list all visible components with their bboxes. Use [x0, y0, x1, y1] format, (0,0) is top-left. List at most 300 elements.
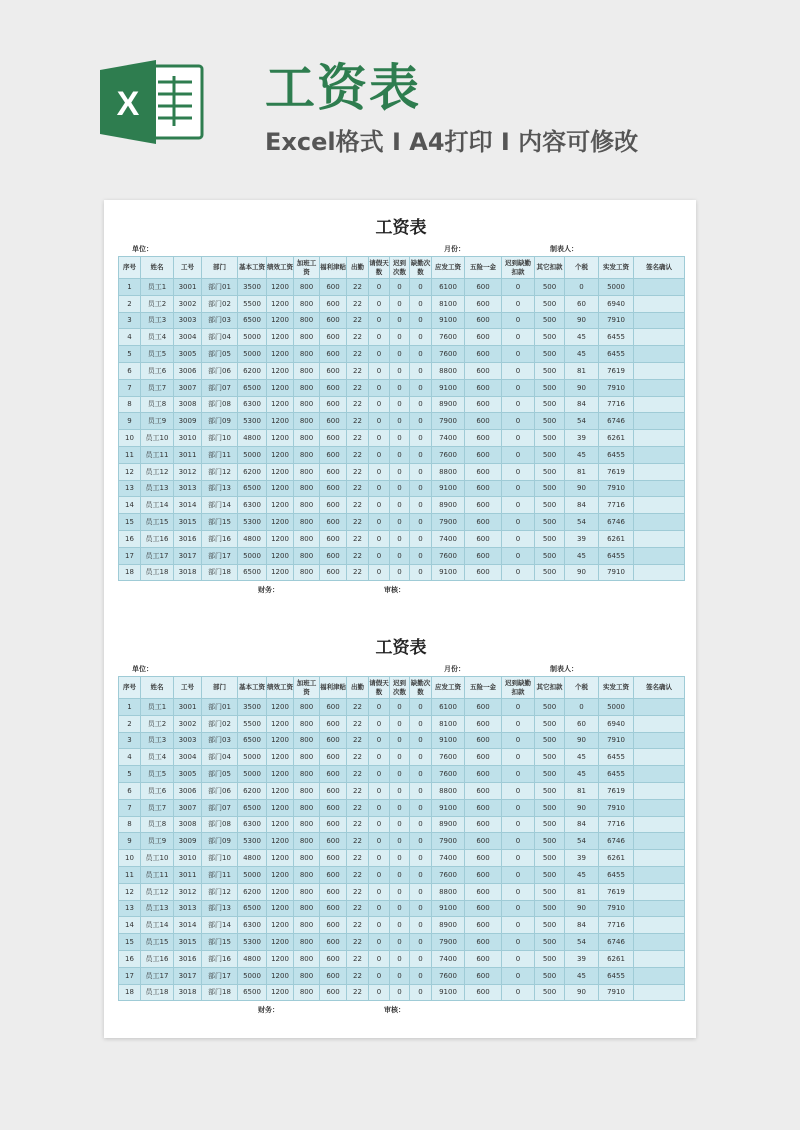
- table-cell: 8100: [432, 295, 465, 312]
- table-cell: 6500: [238, 379, 267, 396]
- sheet-meta: [118, 242, 684, 256]
- table-cell: 3002: [174, 295, 202, 312]
- table-cell: 800: [294, 934, 320, 951]
- table-cell: 22: [347, 396, 369, 413]
- table-cell: 1200: [267, 715, 294, 732]
- table-cell: 600: [320, 497, 347, 514]
- table-cell: 1200: [267, 312, 294, 329]
- sheet-footer: [118, 581, 684, 597]
- table-cell: 600: [320, 699, 347, 716]
- table-row: [119, 715, 685, 732]
- table-cell: 0: [502, 967, 535, 984]
- table-cell: 0: [502, 732, 535, 749]
- table-cell: 0: [410, 530, 432, 547]
- table-cell: 7600: [432, 329, 465, 346]
- table-cell: 0: [369, 715, 390, 732]
- table-cell: [634, 883, 685, 900]
- hero-subtitle: Excel格式 I A4打印 I 内容可修改: [265, 128, 639, 156]
- table-cell: 0: [410, 362, 432, 379]
- table-row: [119, 480, 685, 497]
- table-cell: 员工5: [141, 766, 174, 783]
- table-cell: 0: [410, 732, 432, 749]
- table-cell: 员工2: [141, 715, 174, 732]
- table-cell: 22: [347, 766, 369, 783]
- table-cell: 6455: [599, 446, 634, 463]
- table-cell: 800: [294, 900, 320, 917]
- table-cell: 1200: [267, 446, 294, 463]
- table-cell: 600: [320, 782, 347, 799]
- table-cell: 8: [119, 816, 141, 833]
- table-cell: 7400: [432, 430, 465, 447]
- table-cell: 员工1: [141, 699, 174, 716]
- table-cell: 5500: [238, 715, 267, 732]
- column-header: 缺勤次数: [410, 257, 432, 279]
- column-header: 加班工资: [294, 677, 320, 699]
- table-cell: 800: [294, 346, 320, 363]
- table-cell: 39: [565, 850, 599, 867]
- table-cell: 22: [347, 497, 369, 514]
- table-cell: 6100: [432, 699, 465, 716]
- table-cell: 6261: [599, 850, 634, 867]
- table-cell: 600: [465, 430, 502, 447]
- table-cell: 0: [410, 900, 432, 917]
- table-cell: [634, 934, 685, 951]
- table-cell: 10: [119, 430, 141, 447]
- table-cell: 22: [347, 430, 369, 447]
- table-cell: 1200: [267, 346, 294, 363]
- table-cell: 54: [565, 934, 599, 951]
- column-header: 工号: [174, 257, 202, 279]
- table-cell: 0: [502, 530, 535, 547]
- table-row: [119, 362, 685, 379]
- table-cell: 0: [369, 917, 390, 934]
- table-cell: 600: [465, 329, 502, 346]
- table-cell: 6200: [238, 883, 267, 900]
- table-cell: 员工13: [141, 480, 174, 497]
- table-cell: 800: [294, 463, 320, 480]
- table-cell: 员工5: [141, 346, 174, 363]
- table-row: [119, 564, 685, 581]
- table-cell: 0: [390, 446, 410, 463]
- table-cell: 500: [535, 967, 565, 984]
- table-cell: 0: [369, 379, 390, 396]
- table-cell: 11: [119, 446, 141, 463]
- table-row: [119, 530, 685, 547]
- table-cell: 3010: [174, 430, 202, 447]
- table-cell: 部门18: [202, 564, 238, 581]
- table-cell: 0: [565, 699, 599, 716]
- table-cell: 84: [565, 396, 599, 413]
- table-cell: 0: [369, 934, 390, 951]
- table-cell: 1200: [267, 749, 294, 766]
- table-cell: 0: [369, 463, 390, 480]
- table-cell: 15: [119, 514, 141, 531]
- table-cell: 6300: [238, 497, 267, 514]
- table-cell: 22: [347, 530, 369, 547]
- table-cell: 800: [294, 312, 320, 329]
- table-cell: 600: [320, 514, 347, 531]
- table-cell: 0: [390, 396, 410, 413]
- table-cell: 0: [502, 850, 535, 867]
- table-cell: 22: [347, 715, 369, 732]
- table-cell: 部门05: [202, 766, 238, 783]
- table-cell: 800: [294, 396, 320, 413]
- audit-label: 审核：: [384, 586, 405, 595]
- table-cell: 0: [369, 766, 390, 783]
- table-cell: 600: [465, 799, 502, 816]
- table-cell: 22: [347, 934, 369, 951]
- table-cell: 600: [465, 413, 502, 430]
- table-cell: 8900: [432, 396, 465, 413]
- table-cell: 员工4: [141, 329, 174, 346]
- table-cell: 部门10: [202, 850, 238, 867]
- table-cell: 部门16: [202, 530, 238, 547]
- table-cell: 4800: [238, 530, 267, 547]
- table-row: [119, 950, 685, 967]
- table-cell: 员工11: [141, 866, 174, 883]
- table-cell: 22: [347, 312, 369, 329]
- table-cell: 5300: [238, 413, 267, 430]
- table-cell: [634, 850, 685, 867]
- table-cell: 800: [294, 850, 320, 867]
- table-cell: 0: [502, 446, 535, 463]
- table-cell: 部门17: [202, 547, 238, 564]
- table-cell: 员工3: [141, 312, 174, 329]
- table-cell: 1200: [267, 279, 294, 296]
- table-cell: 0: [410, 715, 432, 732]
- table-cell: 90: [565, 900, 599, 917]
- table-cell: 800: [294, 480, 320, 497]
- table-cell: 6261: [599, 950, 634, 967]
- table-cell: 1200: [267, 514, 294, 531]
- table-cell: 3013: [174, 900, 202, 917]
- table-cell: 17: [119, 547, 141, 564]
- salary-table: [118, 676, 685, 1001]
- table-cell: 600: [320, 312, 347, 329]
- table-cell: 6455: [599, 329, 634, 346]
- table-cell: 5: [119, 766, 141, 783]
- maker-label: 制表人：: [550, 665, 578, 673]
- table-cell: 0: [369, 950, 390, 967]
- table-cell: 54: [565, 833, 599, 850]
- table-cell: 6746: [599, 413, 634, 430]
- table-cell: 84: [565, 816, 599, 833]
- table-cell: 6455: [599, 766, 634, 783]
- table-cell: 600: [465, 833, 502, 850]
- table-cell: 0: [390, 984, 410, 1001]
- table-cell: 0: [410, 396, 432, 413]
- table-cell: 2: [119, 295, 141, 312]
- table-cell: 员工8: [141, 396, 174, 413]
- table-cell: 0: [502, 312, 535, 329]
- table-cell: 600: [320, 396, 347, 413]
- table-cell: 22: [347, 950, 369, 967]
- table-cell: 部门07: [202, 379, 238, 396]
- table-cell: [634, 917, 685, 934]
- table-cell: 1200: [267, 816, 294, 833]
- table-cell: 600: [465, 950, 502, 967]
- table-cell: 1200: [267, 396, 294, 413]
- table-cell: 800: [294, 866, 320, 883]
- table-cell: 部门02: [202, 295, 238, 312]
- table-cell: 6455: [599, 749, 634, 766]
- table-cell: 1200: [267, 547, 294, 564]
- table-cell: 0: [369, 866, 390, 883]
- table-cell: 800: [294, 766, 320, 783]
- table-row: [119, 934, 685, 951]
- table-cell: 3005: [174, 346, 202, 363]
- table-cell: [634, 329, 685, 346]
- column-header: 五险一金: [465, 677, 502, 699]
- hero-banner: [0, 0, 800, 200]
- table-cell: 部门08: [202, 396, 238, 413]
- column-header: 缺勤次数: [410, 677, 432, 699]
- table-row: [119, 833, 685, 850]
- table-cell: 0: [410, 816, 432, 833]
- table-cell: 6455: [599, 346, 634, 363]
- table-row: [119, 514, 685, 531]
- table-cell: 0: [410, 699, 432, 716]
- table-cell: 0: [390, 295, 410, 312]
- table-cell: 500: [535, 446, 565, 463]
- table-cell: 0: [369, 547, 390, 564]
- table-cell: 员工9: [141, 833, 174, 850]
- table-cell: 5300: [238, 514, 267, 531]
- table-cell: [634, 799, 685, 816]
- table-cell: 0: [369, 732, 390, 749]
- table-cell: 5300: [238, 833, 267, 850]
- table-cell: 39: [565, 530, 599, 547]
- table-cell: 600: [465, 850, 502, 867]
- table-cell: 1200: [267, 732, 294, 749]
- table-cell: 5000: [599, 699, 634, 716]
- table-cell: 7900: [432, 413, 465, 430]
- table-row: [119, 312, 685, 329]
- table-row: [119, 430, 685, 447]
- table-cell: 0: [369, 514, 390, 531]
- finance-label: 财务：: [258, 1006, 279, 1015]
- table-cell: 1200: [267, 413, 294, 430]
- table-cell: 0: [390, 480, 410, 497]
- table-cell: [634, 900, 685, 917]
- table-cell: 0: [369, 816, 390, 833]
- table-cell: 0: [410, 766, 432, 783]
- table-cell: 500: [535, 312, 565, 329]
- table-cell: 0: [410, 950, 432, 967]
- table-cell: 部门14: [202, 917, 238, 934]
- table-cell: 9100: [432, 564, 465, 581]
- table-cell: 0: [390, 463, 410, 480]
- table-cell: 员工4: [141, 749, 174, 766]
- table-cell: 500: [535, 732, 565, 749]
- table-cell: 54: [565, 413, 599, 430]
- table-cell: 22: [347, 749, 369, 766]
- table-cell: 员工7: [141, 379, 174, 396]
- table-cell: 600: [320, 850, 347, 867]
- table-cell: 0: [369, 346, 390, 363]
- table-cell: 5000: [599, 279, 634, 296]
- table-row: [119, 816, 685, 833]
- table-cell: 60: [565, 715, 599, 732]
- table-cell: 600: [465, 782, 502, 799]
- table-cell: 6500: [238, 312, 267, 329]
- table-row: [119, 900, 685, 917]
- table-cell: 45: [565, 329, 599, 346]
- table-cell: 0: [369, 295, 390, 312]
- column-header: 绩效工资: [267, 677, 294, 699]
- table-row: [119, 547, 685, 564]
- table-cell: 3013: [174, 480, 202, 497]
- table-cell: 部门03: [202, 312, 238, 329]
- table-cell: 800: [294, 732, 320, 749]
- table-cell: 部门07: [202, 799, 238, 816]
- table-cell: 18: [119, 984, 141, 1001]
- table-cell: 600: [320, 480, 347, 497]
- table-cell: 1: [119, 279, 141, 296]
- table-cell: 600: [320, 346, 347, 363]
- table-cell: 3500: [238, 279, 267, 296]
- table-cell: 600: [320, 564, 347, 581]
- table-cell: 600: [465, 934, 502, 951]
- table-cell: 22: [347, 699, 369, 716]
- table-cell: 800: [294, 816, 320, 833]
- table-cell: 6: [119, 362, 141, 379]
- table-cell: 部门13: [202, 480, 238, 497]
- table-row: [119, 766, 685, 783]
- table-cell: 员工15: [141, 934, 174, 951]
- table-cell: 3001: [174, 279, 202, 296]
- table-cell: 0: [502, 379, 535, 396]
- table-cell: 600: [465, 715, 502, 732]
- table-cell: 600: [320, 917, 347, 934]
- table-cell: 22: [347, 346, 369, 363]
- table-row: [119, 866, 685, 883]
- table-cell: 22: [347, 984, 369, 1001]
- table-cell: 600: [465, 312, 502, 329]
- document-page: [104, 200, 696, 1038]
- table-cell: 500: [535, 564, 565, 581]
- table-row: [119, 295, 685, 312]
- table-cell: 员工8: [141, 816, 174, 833]
- table-cell: 0: [390, 530, 410, 547]
- table-cell: [634, 564, 685, 581]
- table-cell: 员工12: [141, 883, 174, 900]
- table-cell: [634, 446, 685, 463]
- table-cell: 6500: [238, 564, 267, 581]
- table-cell: 3004: [174, 749, 202, 766]
- table-cell: 3012: [174, 883, 202, 900]
- table-cell: 1200: [267, 883, 294, 900]
- table-cell: 3009: [174, 833, 202, 850]
- table-cell: 0: [369, 984, 390, 1001]
- table-cell: 3014: [174, 497, 202, 514]
- table-cell: 600: [320, 900, 347, 917]
- table-cell: 60: [565, 295, 599, 312]
- table-cell: 500: [535, 346, 565, 363]
- table-cell: 0: [502, 799, 535, 816]
- table-cell: 600: [320, 329, 347, 346]
- table-cell: 500: [535, 934, 565, 951]
- table-cell: 7400: [432, 950, 465, 967]
- table-cell: 22: [347, 413, 369, 430]
- table-cell: 600: [320, 295, 347, 312]
- table-row: [119, 329, 685, 346]
- table-cell: 500: [535, 799, 565, 816]
- table-cell: 6500: [238, 732, 267, 749]
- table-cell: 14: [119, 917, 141, 934]
- salary-sheet: [118, 634, 684, 1017]
- table-cell: 7716: [599, 497, 634, 514]
- table-cell: 6746: [599, 934, 634, 951]
- table-cell: 6455: [599, 866, 634, 883]
- table-cell: 90: [565, 480, 599, 497]
- table-cell: 3003: [174, 312, 202, 329]
- table-row: [119, 732, 685, 749]
- table-cell: 500: [535, 766, 565, 783]
- table-cell: 600: [320, 967, 347, 984]
- table-cell: 0: [369, 312, 390, 329]
- table-cell: 1200: [267, 295, 294, 312]
- table-cell: 0: [390, 816, 410, 833]
- table-cell: 0: [390, 715, 410, 732]
- table-cell: 0: [502, 295, 535, 312]
- table-cell: 600: [465, 984, 502, 1001]
- table-cell: 0: [369, 430, 390, 447]
- table-cell: 部门12: [202, 463, 238, 480]
- table-cell: 0: [390, 564, 410, 581]
- table-cell: 22: [347, 480, 369, 497]
- table-cell: 7910: [599, 379, 634, 396]
- table-cell: 0: [390, 346, 410, 363]
- table-cell: 9100: [432, 984, 465, 1001]
- table-cell: 1200: [267, 463, 294, 480]
- column-header: 应发工资: [432, 677, 465, 699]
- table-cell: 部门15: [202, 514, 238, 531]
- table-cell: 员工1: [141, 279, 174, 296]
- table-cell: 员工18: [141, 984, 174, 1001]
- table-cell: 600: [465, 766, 502, 783]
- table-cell: 22: [347, 850, 369, 867]
- table-cell: 0: [410, 514, 432, 531]
- table-cell: 0: [502, 430, 535, 447]
- table-cell: 6500: [238, 984, 267, 1001]
- table-cell: 800: [294, 715, 320, 732]
- table-cell: [634, 950, 685, 967]
- table-cell: 500: [535, 816, 565, 833]
- table-cell: 0: [502, 480, 535, 497]
- table-cell: 84: [565, 917, 599, 934]
- table-cell: 500: [535, 715, 565, 732]
- table-cell: 员工14: [141, 917, 174, 934]
- table-row: [119, 446, 685, 463]
- table-cell: 3001: [174, 699, 202, 716]
- table-cell: 500: [535, 480, 565, 497]
- table-cell: 800: [294, 799, 320, 816]
- table-cell: 45: [565, 866, 599, 883]
- table-cell: 500: [535, 279, 565, 296]
- table-cell: 0: [502, 699, 535, 716]
- table-cell: 22: [347, 732, 369, 749]
- table-row: [119, 749, 685, 766]
- table-cell: 600: [465, 295, 502, 312]
- table-cell: 600: [465, 917, 502, 934]
- table-cell: 600: [320, 446, 347, 463]
- table-cell: 员工17: [141, 967, 174, 984]
- table-cell: 0: [369, 362, 390, 379]
- column-header: 部门: [202, 257, 238, 279]
- table-cell: 500: [535, 950, 565, 967]
- table-cell: 8900: [432, 816, 465, 833]
